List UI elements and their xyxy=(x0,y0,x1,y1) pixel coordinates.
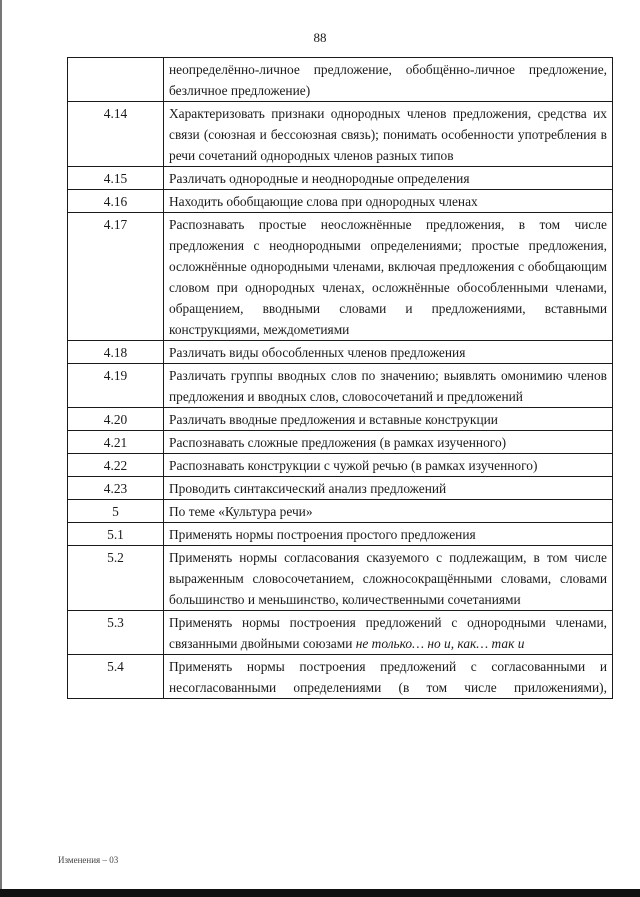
scan-edge xyxy=(0,0,2,897)
row-code: 4.17 xyxy=(68,213,164,341)
row-text xyxy=(164,431,613,454)
table-row xyxy=(68,102,613,167)
footer-revision: Изменения – 03 xyxy=(58,855,119,865)
row-text xyxy=(164,523,613,546)
row-text xyxy=(164,408,613,431)
page-number: 88 xyxy=(313,30,327,45)
table-row xyxy=(68,431,613,454)
row-code: 5.3 xyxy=(68,611,164,655)
row-code: 5.1 xyxy=(68,523,164,546)
row-code: 4.20 xyxy=(68,408,164,431)
row-text xyxy=(164,364,613,408)
row-text-main: Применять нормы построения предложений с согласованными и несогласованными определениями (в том числе приложениями), xyxy=(169,659,607,695)
row-code: 4.19 xyxy=(68,364,164,408)
row-text-main: Различать виды обособленных членов предложения xyxy=(169,345,466,360)
row-code: 4.23 xyxy=(68,477,164,500)
row-code: 4.16 xyxy=(68,190,164,213)
row-text xyxy=(164,190,613,213)
row-code: 4.18 xyxy=(68,341,164,364)
row-text xyxy=(164,546,613,611)
row-text xyxy=(164,655,613,699)
row-code xyxy=(68,58,164,102)
table-row xyxy=(68,364,613,408)
table-row xyxy=(68,477,613,500)
row-text-main: Распознавать сложные предложения (в рамках изученного) xyxy=(169,435,507,450)
table-row xyxy=(68,408,613,431)
row-code: 4.21 xyxy=(68,431,164,454)
row-text-main: Применять нормы построения предложений с однородными членами, связанными двойными союзами xyxy=(169,615,607,651)
row-text-main: Находить обобщающие слова при однородных членах xyxy=(169,194,478,209)
table-row xyxy=(68,523,613,546)
row-text-italic: не только… но и, как… так и xyxy=(355,636,525,651)
row-text-main: Применять нормы построения простого предложения xyxy=(169,527,476,542)
table-row xyxy=(68,500,613,523)
row-text xyxy=(164,213,613,341)
row-code: 5.2 xyxy=(68,546,164,611)
row-text xyxy=(164,454,613,477)
table-row xyxy=(68,611,613,655)
row-code: 4.15 xyxy=(68,167,164,190)
row-code: 5 xyxy=(68,500,164,523)
row-text xyxy=(164,58,613,102)
row-text-main: Различать группы вводных слов по значению; выявлять омонимию членов предложения и вводных слов, словосочетаний и предложений xyxy=(169,368,607,404)
row-code: 4.14 xyxy=(68,102,164,167)
row-text-main: Распознавать конструкции с чужой речью (в рамках изученного) xyxy=(169,458,538,473)
table-row xyxy=(68,655,613,699)
row-text-main: Распознавать простые неосложнённые предложения, в том числе предложения с неоднородными определениями; простые предложения, осложнённые однородными членами, включая предложения с обобщающим словом при однородных членах, осложнённые обособленными членами, обращением, вводными словами и предложениями, вставными конструкциями, междометиями xyxy=(169,217,607,337)
table-row xyxy=(68,454,613,477)
row-code: 5.4 xyxy=(68,655,164,699)
row-code: 4.22 xyxy=(68,454,164,477)
row-text-main: Различать однородные и неоднородные определения xyxy=(169,171,470,186)
table-row xyxy=(68,546,613,611)
row-text-main: По теме «Культура речи» xyxy=(169,504,313,519)
row-text xyxy=(164,477,613,500)
row-text-main: Применять нормы согласования сказуемого с подлежащим, в том числе выраженным словосочетанием, сложносокращёнными словами, словами большинство и меньшинство, количественными сочетаниями xyxy=(169,550,607,607)
table-row xyxy=(68,58,613,102)
table-row xyxy=(68,190,613,213)
row-text xyxy=(164,102,613,167)
row-text xyxy=(164,341,613,364)
table-row xyxy=(68,213,613,341)
table-row xyxy=(68,341,613,364)
row-text xyxy=(164,611,613,655)
row-text xyxy=(164,167,613,190)
row-text-main: Различать вводные предложения и вставные конструкции xyxy=(169,412,498,427)
outcomes-table xyxy=(67,57,613,699)
scan-bottom-edge xyxy=(0,889,640,897)
table-row xyxy=(68,167,613,190)
row-text-main: Характеризовать признаки однородных членов предложения, средства их связи (союзная и бессоюзная связь); понимать особенности употребления в речи сочетаний однородных членов разных типов xyxy=(169,106,607,163)
row-text-main: неопределённо-личное предложение, обобщённо-личное предложение, безличное предложение) xyxy=(169,62,607,98)
row-text-main: Проводить синтаксический анализ предложений xyxy=(169,481,447,496)
row-text xyxy=(164,500,613,523)
